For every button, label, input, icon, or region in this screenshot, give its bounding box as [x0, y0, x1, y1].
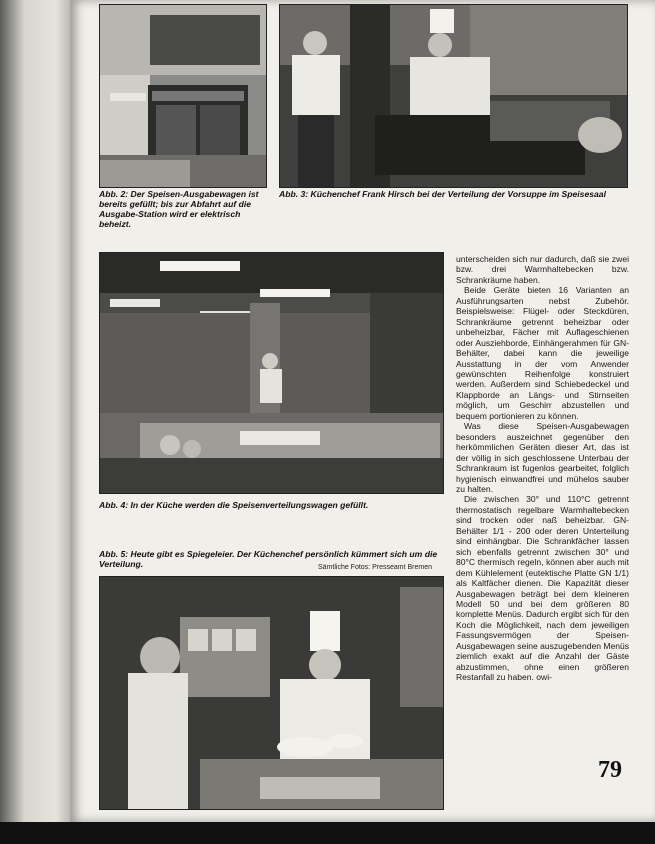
body-paragraph: Die zwischen 30° und 110°C getrennt thermostatisch regelbare Warmhaltebecken sind trocken oder naß beheizbar. GN-Behälter 1/1 - 200 oder deren Unterteilung sind einhängbar. Die Schrankfächer lassen sich ebenfalls getrennt zwischen 30° und 80°C thermisch regeln, können aber auch mit dem Kühlelement (eutektische Platte GN 1/1) als Kaltfächer dienen. Die Kapazität dieser Ausgabewagen beträgt bei dem kleineren Modell 50 und bei dem größeren 80 komplette Menüs. Dadurch ergibt sich für den Koch die Möglichkeit, nach dem jeweiligen Fassungsvermögen der Speisen-Ausgabewagen seine auszugebenden Menüs ziemlich exakt auf die Anzahl der Gäste abzustimmen, ohne einen größeren Restanfall zu haben. owi-	[456, 494, 629, 683]
caption-abb3: Abb. 3: Küchenchef Frank Hirsch bei der Verteilung der Vorsuppe im Speisesaal	[279, 189, 606, 199]
caption-abb5: Abb. 5: Heute gibt es Spiegeleier. Der Küchenchef persönlich kümmert sich um die Verteilung.	[99, 549, 438, 569]
caption-abb4: Abb. 4: In der Küche werden die Speisenverteilungswagen gefüllt.	[99, 500, 369, 510]
photo-kitchen	[99, 252, 444, 494]
scan-bottom-border	[0, 822, 655, 844]
previous-page-edge	[0, 0, 70, 822]
caption-abb2: Abb. 2: Der Speisen-Ausgabewagen ist bereits gefüllt; bis zur Abfahrt auf die Ausgabe-Station wird er elektrisch beheizt.	[99, 189, 259, 229]
article-body	[456, 254, 629, 683]
page-number: 79	[598, 757, 622, 783]
body-paragraph: Was diese Speisen-Ausgabewagen besonders auszeichnet gegenüber den herkömmlichen Geräten dieser Art, das ist der völlig in sich geschlossene Unterbau der Schrankraum ist fugenlos gearbeitet, folglich hygienisch einwandfrei und mühelos sauber zu halten.	[456, 421, 629, 494]
photo-food-trolley	[99, 4, 267, 188]
body-paragraph: unterscheiden sich nur dadurch, daß sie zwei bzw. drei Warmhaltebecken bzw. Schrankräume haben.	[456, 254, 629, 285]
body-paragraph: Beide Geräte bieten 16 Varianten an Ausführungsarten nebst Zubehör. Beispielsweise: Flügel- oder Steckdüren, Schrankräume getrennt beheizbar oder unbeheizbar, Fächer mit Auflageschienen oder Ausziehborde, Einhängerahmen für GN-Behälter, dabei kann die jeweilige Ausstattung in der vom Anwender gewünschten Reihenfolge konstruiert werden. Außerdem sind Schiebedeckel und Klappborde an Längs- und Stirnseiten möglich, um Geschirr abzustellen und bequem portionieren zu können.	[456, 285, 629, 421]
photo-credit: Sämtliche Fotos: Presseamt Bremen	[318, 564, 432, 571]
photo-chef-soup	[279, 4, 628, 188]
photo-chef-eggs	[99, 576, 444, 810]
